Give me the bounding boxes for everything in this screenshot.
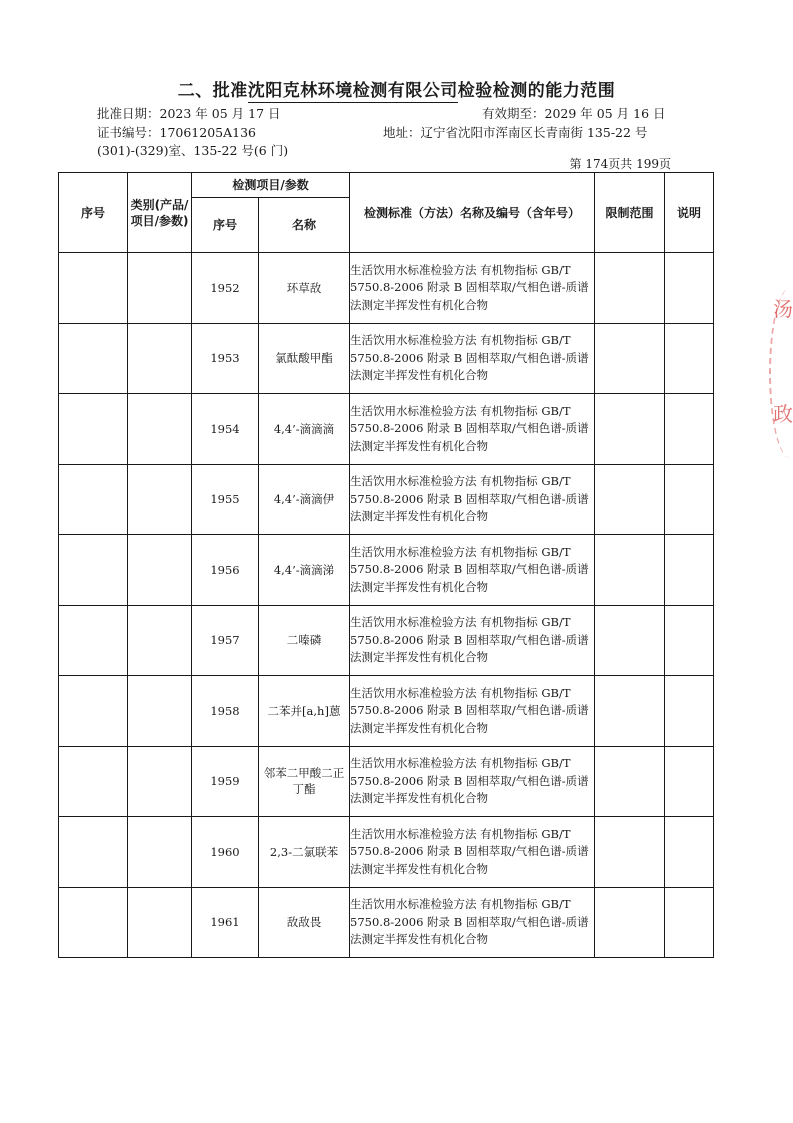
header-standard: 检测标准（方法）名称及编号（含年号） [350,173,595,253]
header-note: 说明 [665,173,714,253]
row-item-number: 1954 [192,394,259,465]
row-item-number: 1958 [192,676,259,747]
row-limit [595,676,665,747]
row-limit [595,535,665,606]
row-seq [59,817,128,888]
row-standard: 生活饮用水标准检验方法 有机物指标 GB/T 5750.8-2006 附录 B 固相萃取/气相色谱-质谱法测定半挥发性有机化合物 [350,253,595,324]
row-seq [59,676,128,747]
row-item-number: 1953 [192,323,259,394]
row-note [665,464,714,535]
row-category [128,746,192,817]
capability-table [58,172,714,958]
row-category [128,817,192,888]
row-seq [59,746,128,817]
table-row [59,394,714,465]
row-limit [595,605,665,676]
row-note [665,817,714,888]
row-item-name: 环草敌 [259,253,350,324]
table-row [59,817,714,888]
row-seq [59,253,128,324]
table-row [59,746,714,817]
table-row [59,323,714,394]
address-continued: (301)-(329)室、135-22 号(6 门) [97,143,289,158]
title-suffix: 检验检测的能力范围 [457,81,616,101]
table-row [59,464,714,535]
row-note [665,535,714,606]
row-limit [595,887,665,958]
row-note [665,323,714,394]
row-item-number: 1961 [192,887,259,958]
row-category [128,605,192,676]
row-item-number: 1956 [192,535,259,606]
row-note [665,605,714,676]
row-item-name: 氯酞酸甲酯 [259,323,350,394]
row-item-name: 4,4’-滴滴涕 [259,535,350,606]
row-seq [59,605,128,676]
row-standard: 生活饮用水标准检验方法 有机物指标 GB/T 5750.8-2006 附录 B 固相萃取/气相色谱-质谱法测定半挥发性有机化合物 [350,464,595,535]
row-item-name: 邻苯二甲酸二正丁酯 [259,746,350,817]
header-item-name: 名称 [259,198,350,253]
row-note [665,746,714,817]
row-seq [59,323,128,394]
row-standard: 生活饮用水标准检验方法 有机物指标 GB/T 5750.8-2006 附录 B 固相萃取/气相色谱-质谱法测定半挥发性有机化合物 [350,817,595,888]
row-item-number: 1960 [192,817,259,888]
row-limit [595,464,665,535]
row-standard: 生活饮用水标准检验方法 有机物指标 GB/T 5750.8-2006 附录 B 固相萃取/气相色谱-质谱法测定半挥发性有机化合物 [350,746,595,817]
table-row [59,253,714,324]
row-standard: 生活饮用水标准检验方法 有机物指标 GB/T 5750.8-2006 附录 B 固相萃取/气相色谱-质谱法测定半挥发性有机化合物 [350,535,595,606]
row-seq [59,464,128,535]
header-seq: 序号 [59,173,128,253]
row-item-name: 二嗪磷 [259,605,350,676]
row-standard: 生活饮用水标准检验方法 有机物指标 GB/T 5750.8-2006 附录 B 固相萃取/气相色谱-质谱法测定半挥发性有机化合物 [350,887,595,958]
row-item-number: 1955 [192,464,259,535]
row-limit [595,253,665,324]
row-note [665,253,714,324]
row-seq [59,535,128,606]
title-org: 沈阳克林环境检测有限公司 [247,81,458,101]
table-row [59,535,714,606]
row-category [128,887,192,958]
row-note [665,887,714,958]
row-item-name: 4,4’-滴滴伊 [259,464,350,535]
row-category [128,464,192,535]
row-seq [59,394,128,465]
header-item-seq: 序号 [192,198,259,253]
row-item-name: 敌敌畏 [259,887,350,958]
table-row [59,605,714,676]
row-category [128,535,192,606]
address: 地址：辽宁省沈阳市浑南区长青南街 135-22 号 [383,125,648,140]
row-seq [59,887,128,958]
row-standard: 生活饮用水标准检验方法 有机物指标 GB/T 5750.8-2006 附录 B 固相萃取/气相色谱-质谱法测定半挥发性有机化合物 [350,676,595,747]
header-limit: 限制范围 [595,173,665,253]
cert-number: 证书编号：17061205A136 [97,125,257,140]
header-item-group: 检测项目/参数 [192,173,350,198]
row-item-number: 1952 [192,253,259,324]
page-info: 第 174页共 199页 [569,157,671,171]
row-note [665,676,714,747]
row-item-name: 4,4’-滴滴滴 [259,394,350,465]
row-standard: 生活饮用水标准检验方法 有机物指标 GB/T 5750.8-2006 附录 B 固相萃取/气相色谱-质谱法测定半挥发性有机化合物 [350,605,595,676]
stamp-char-1: 汤 [773,297,793,321]
row-category [128,253,192,324]
row-note [665,394,714,465]
row-limit [595,817,665,888]
header-category: 类别(产品/项目/参数) [128,173,192,253]
row-item-number: 1957 [192,605,259,676]
valid-until: 有效期至：2029 年 05 月 16 日 [482,106,666,121]
row-standard: 生活饮用水标准检验方法 有机物指标 GB/T 5750.8-2006 附录 B 固相萃取/气相色谱-质谱法测定半挥发性有机化合物 [350,323,595,394]
row-standard: 生活饮用水标准检验方法 有机物指标 GB/T 5750.8-2006 附录 B 固相萃取/气相色谱-质谱法测定半挥发性有机化合物 [350,394,595,465]
table-body [59,253,714,958]
row-limit [595,323,665,394]
row-category [128,323,192,394]
row-limit [595,746,665,817]
page-title [0,76,793,101]
row-item-number: 1959 [192,746,259,817]
stamp-char-2: 政 [773,402,793,426]
row-item-name: 二苯并[a,h]蒽 [259,676,350,747]
row-category [128,394,192,465]
row-category [128,676,192,747]
table-row [59,887,714,958]
row-item-name: 2,3-二氯联苯 [259,817,350,888]
table-row [59,676,714,747]
approve-date: 批准日期：2023 年 05 月 17 日 [97,106,281,121]
row-limit [595,394,665,465]
title-prefix: 二、批准 [177,81,248,101]
